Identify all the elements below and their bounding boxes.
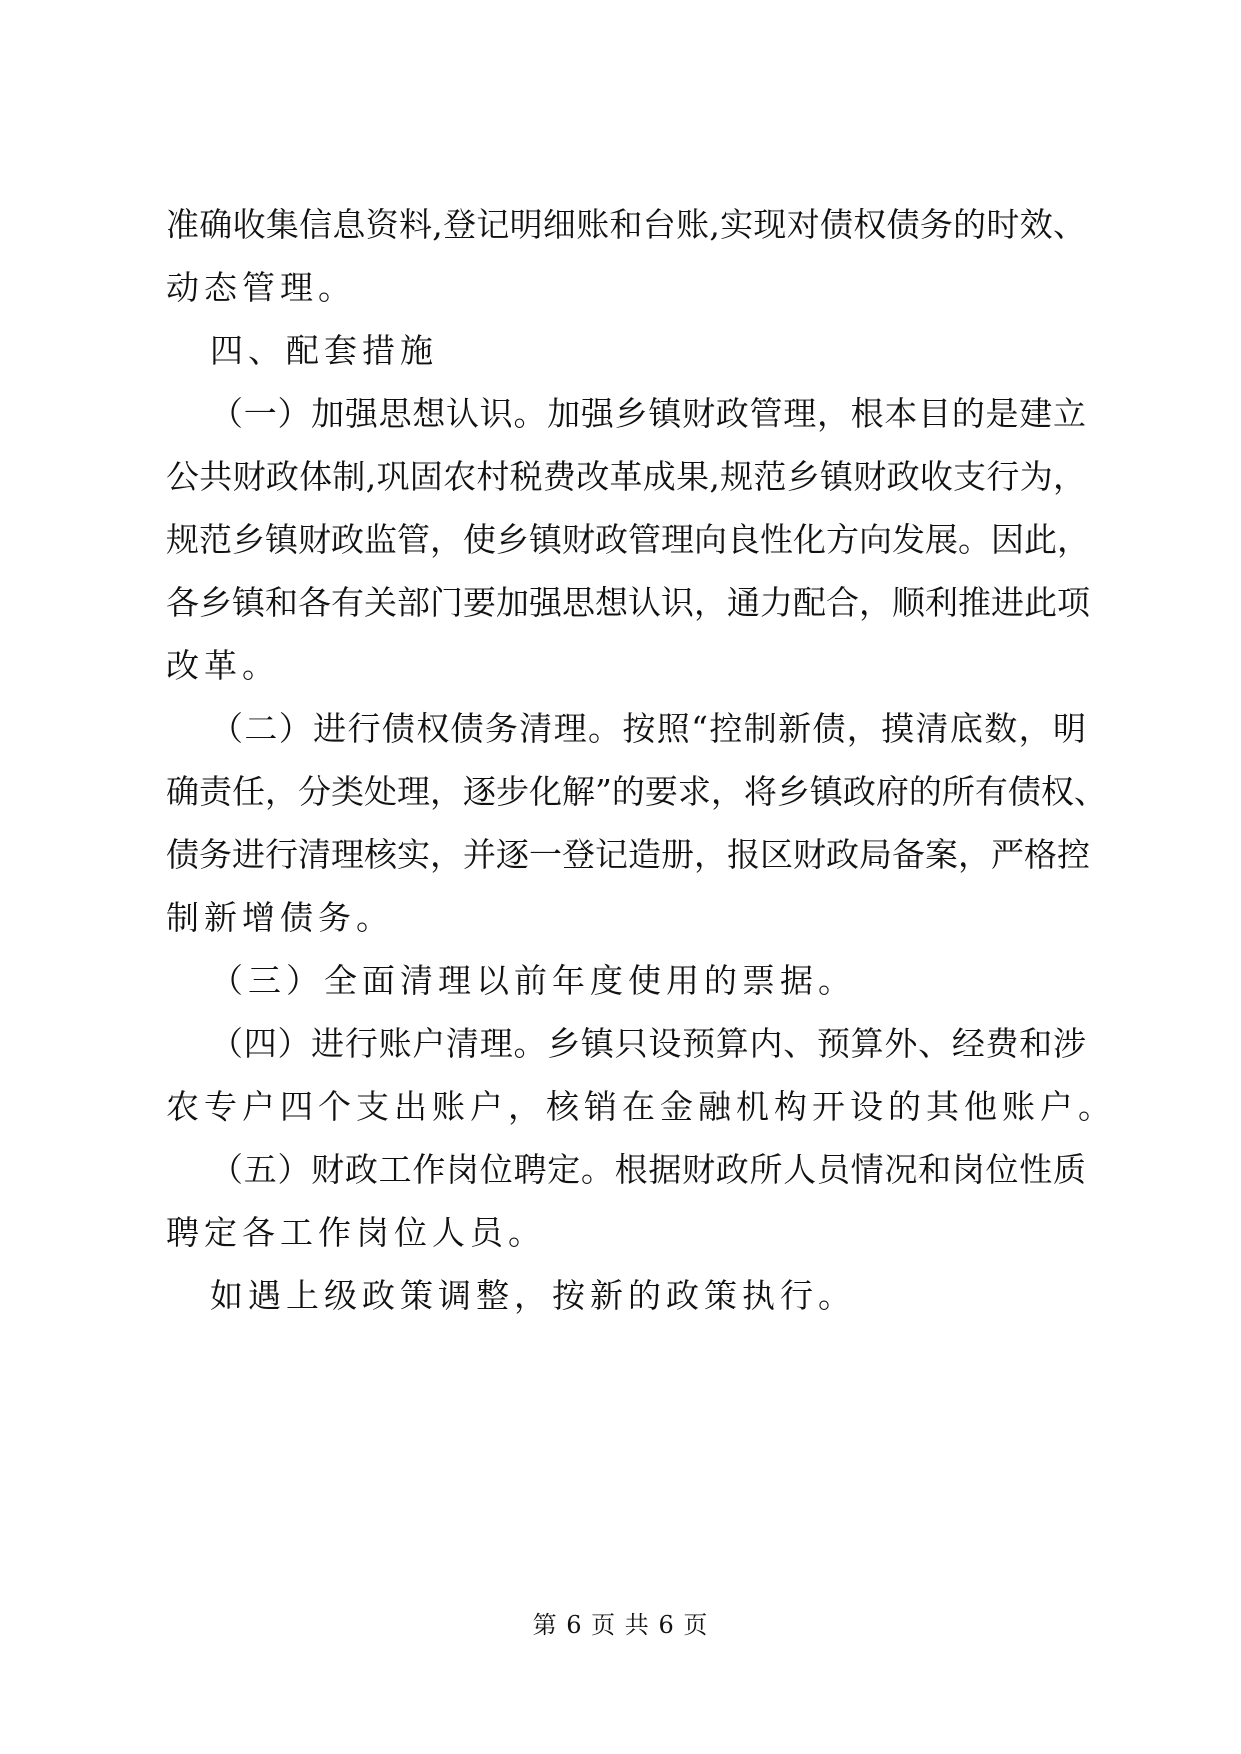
paragraph-line: （一）加强思想认识。加强乡镇财政管理，根本目的是建立 <box>210 394 1086 433</box>
paragraph-line: （三）全面清理以前年度使用的票据。 <box>210 961 856 1000</box>
paragraph-line: 债务进行清理核实，并逐一登记造册，报区财政局备案，严格控 <box>166 835 1090 874</box>
section-heading: 四、配套措施 <box>210 331 438 370</box>
paragraph-line: 各乡镇和各有关部门要加强思想认识，通力配合，顺利推进此项 <box>166 583 1090 622</box>
paragraph-line: 制新增债务。 <box>166 898 394 937</box>
paragraph-line: 农专户四个支出账户，核销在金融机构开设的其他账户。 <box>166 1087 1116 1126</box>
body-text-line: 准确收集信息资料,登记明细账和台账,实现对债权债务的时效、 <box>166 205 1086 244</box>
closing-line: 如遇上级政策调整，按新的政策执行。 <box>210 1276 856 1315</box>
paragraph-line: （二）进行债权债务清理。按照“控制新债，摸清底数，明 <box>210 709 1086 748</box>
paragraph-line: 公共财政体制,巩固农村税费改革成果,规范乡镇财政收支行为， <box>166 457 1086 496</box>
paragraph-line: 改革。 <box>166 646 280 685</box>
body-text-line: 动态管理。 <box>166 268 356 307</box>
paragraph-line: 聘定各工作岗位人员。 <box>166 1213 546 1252</box>
paragraph-line: （五）财政工作岗位聘定。根据财政所人员情况和岗位性质 <box>210 1150 1086 1189</box>
page-footer: 第 6 页 共 6 页 <box>532 1611 709 1639</box>
paragraph-line: （四）进行账户清理。乡镇只设预算内、预算外、经费和涉 <box>210 1024 1086 1063</box>
paragraph-line: 确责任，分类处理，逐步化解”的要求，将乡镇政府的所有债权、 <box>166 772 1107 811</box>
paragraph-line: 规范乡镇财政监管，使乡镇财政管理向良性化方向发展。因此， <box>166 520 1090 559</box>
